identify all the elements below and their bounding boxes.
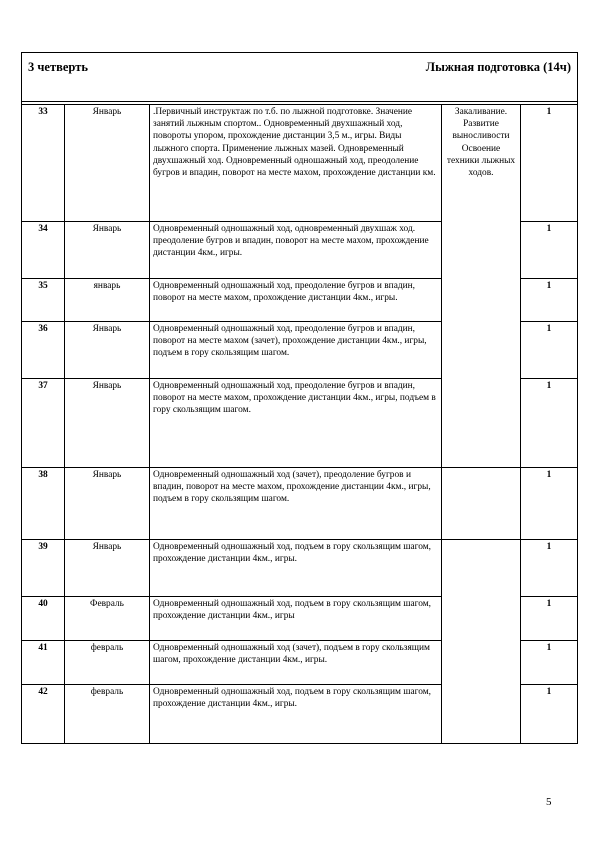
lesson-number: 33 [22, 105, 65, 222]
lesson-hours: 1 [521, 685, 578, 744]
lesson-month: Январь [65, 322, 150, 379]
lesson-plan-table [21, 52, 578, 744]
lesson-number: 37 [22, 379, 65, 468]
lesson-topic: Одновременный одношажный ход, подъем в гору скользящим шагом, прохождение дистанции 4км., игры. [150, 540, 442, 597]
lesson-hours: 1 [521, 279, 578, 322]
lesson-month: февраль [65, 685, 150, 744]
lesson-month: Январь [65, 222, 150, 279]
lesson-topic: Одновременный одношажный ход, преодоление бугров и впадин, поворот на месте махом, прохождение дистанции 4км., игры, подъем в гору скользящим шагом. [150, 379, 442, 468]
table-row [22, 468, 578, 540]
lesson-number: 38 [22, 468, 65, 540]
lesson-topic: Одновременный одношажный ход, преодоление бугров и впадин, поворот на месте махом (зачет), прохождение дистанции 4км., игры, подъем в гору скользящим шагом. [150, 322, 442, 379]
lesson-hours: 1 [521, 379, 578, 468]
lesson-hours: 1 [521, 597, 578, 641]
lesson-hours: 1 [521, 468, 578, 540]
lesson-hours: 1 [521, 105, 578, 222]
lesson-hours: 1 [521, 540, 578, 597]
lesson-topic: Одновременный одношажный ход (зачет), преодоление бугров и впадин, поворот на месте махом, прохождение дистанции 4км., игры, подъем в гору скользящим шагом. [150, 468, 442, 540]
lesson-month: Январь [65, 105, 150, 222]
lesson-month: Январь [65, 468, 150, 540]
table-header [22, 53, 578, 102]
table-row [22, 540, 578, 597]
lesson-number: 41 [22, 641, 65, 685]
lesson-number: 40 [22, 597, 65, 641]
section-title: Лыжная подготовка (14ч) [425, 60, 572, 74]
lesson-hours: 1 [521, 222, 578, 279]
lesson-month: январь [65, 279, 150, 322]
page-number: 5 [546, 796, 552, 808]
lesson-goal-empty [442, 540, 521, 744]
lesson-month: Февраль [65, 597, 150, 641]
lesson-month: Январь [65, 379, 150, 468]
lesson-topic: Одновременный одношажный ход, подъем в гору скользящим шагом, прохождение дистанции 4км., игры [150, 597, 442, 641]
lesson-number: 36 [22, 322, 65, 379]
lesson-topic: Одновременный одношажный ход, подъем в гору скользящим шагом, прохождение дистанции 4км., игры. [150, 685, 442, 744]
lesson-month: Январь [65, 540, 150, 597]
lesson-topic: Одновременный одношажный ход, преодоление бугров и впадин, поворот на месте махом, прохождение дистанции 4км., игры. [150, 279, 442, 322]
table-row [22, 105, 578, 222]
lesson-topic: .Первичный инструктаж по т.б. по лыжной подготовке. Значение занятий лыжным спортом.. Одновременный двухшажный ход, повороты упором, прохождение дистанции 3,5 м., игры. Виды лыжного спорта. Применение лыжных мазей. Одновременный двухшажный ход. Одновременный одношажный ход, преодоление бугров и впадин, поворот на месте махом, прохождение дистанции км. [150, 105, 442, 222]
lesson-goal-empty [442, 468, 521, 540]
lesson-number: 35 [22, 279, 65, 322]
lesson-number: 34 [22, 222, 65, 279]
lesson-month: февраль [65, 641, 150, 685]
lesson-topic: Одновременный одношажный ход (зачет), подъем в гору скользящим шагом, прохождение дистанции 4км., игры. [150, 641, 442, 685]
lesson-number: 42 [22, 685, 65, 744]
lesson-goal: Закаливание. Развитие выносливости Освоение техники лыжных ходов. [442, 105, 521, 468]
lesson-hours: 1 [521, 641, 578, 685]
lesson-topic: Одновременный одношажный ход, одновременный двухшаж ход. преодоление бугров и впадин, поворот на месте махом, прохождение дистанции 4км., игры. [150, 222, 442, 279]
quarter-title: 3 четверть [28, 60, 88, 74]
lesson-number: 39 [22, 540, 65, 597]
table-header-row [22, 53, 578, 102]
lesson-hours: 1 [521, 322, 578, 379]
